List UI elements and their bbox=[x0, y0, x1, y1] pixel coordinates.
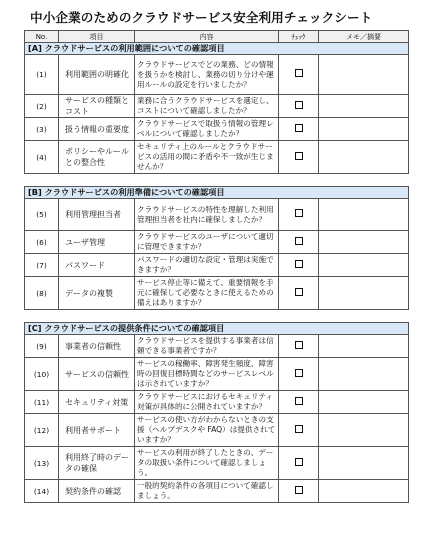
row-item: 契約条件の確認 bbox=[59, 480, 135, 503]
checkbox[interactable] bbox=[295, 101, 303, 109]
checkbox-cell[interactable] bbox=[279, 254, 319, 277]
checkbox-cell[interactable] bbox=[279, 358, 319, 391]
table-row bbox=[25, 199, 409, 231]
memo-cell[interactable] bbox=[319, 55, 409, 95]
checkbox-cell[interactable] bbox=[279, 55, 319, 95]
checkbox[interactable] bbox=[295, 237, 303, 245]
checkbox-cell[interactable] bbox=[279, 391, 319, 414]
table-row bbox=[25, 414, 409, 447]
memo-cell[interactable] bbox=[319, 254, 409, 277]
row-item: データの複製 bbox=[59, 277, 135, 310]
checkbox-cell[interactable] bbox=[279, 277, 319, 310]
row-no: (11) bbox=[25, 391, 59, 414]
row-content: サービスの利用が終了したときの、データの取扱い条件について確認しましょう。 bbox=[135, 447, 279, 480]
row-item: 利用者サポート bbox=[59, 414, 135, 447]
memo-cell[interactable] bbox=[319, 358, 409, 391]
checkbox[interactable] bbox=[295, 124, 303, 132]
row-content: クラウドサービスでどの業務、どの情報を扱うかを検討し、業務の切り分けや運用ルールの設定を行いましたか？ bbox=[135, 55, 279, 95]
row-item: サービスの種類とコスト bbox=[59, 95, 135, 118]
checkbox-cell[interactable] bbox=[279, 447, 319, 480]
row-item: サービスの信頼性 bbox=[59, 358, 135, 391]
memo-cell[interactable] bbox=[319, 95, 409, 118]
checkbox[interactable] bbox=[295, 69, 303, 77]
row-item: 利用管理担当者 bbox=[59, 199, 135, 231]
checkbox[interactable] bbox=[295, 209, 303, 217]
row-item: パスワード bbox=[59, 254, 135, 277]
memo-cell[interactable] bbox=[319, 480, 409, 503]
row-no: (12) bbox=[25, 414, 59, 447]
checkbox-cell[interactable] bbox=[279, 335, 319, 358]
section-heading-c: [C] クラウドサービスの提供条件についての確認項目 bbox=[25, 323, 409, 335]
memo-cell[interactable] bbox=[319, 335, 409, 358]
row-no: (2) bbox=[25, 95, 59, 118]
checkbox[interactable] bbox=[295, 260, 303, 268]
memo-cell[interactable] bbox=[319, 199, 409, 231]
table-row bbox=[25, 254, 409, 277]
checkbox-cell[interactable] bbox=[279, 199, 319, 231]
row-content: 業務に合うクラウドサービスを選定し、コストについて確認しましたか？ bbox=[135, 95, 279, 118]
row-no: (13) bbox=[25, 447, 59, 480]
row-item: 事業者の信頼性 bbox=[59, 335, 135, 358]
checkbox-cell[interactable] bbox=[279, 480, 319, 503]
section-c-table bbox=[24, 322, 409, 503]
column-header-row bbox=[25, 31, 409, 43]
checkbox[interactable] bbox=[295, 486, 303, 494]
memo-cell[interactable] bbox=[319, 391, 409, 414]
row-no: (6) bbox=[25, 231, 59, 254]
table-row bbox=[25, 141, 409, 174]
table-row bbox=[25, 55, 409, 95]
checkbox[interactable] bbox=[295, 458, 303, 466]
checkbox[interactable] bbox=[295, 425, 303, 433]
checkbox-cell[interactable] bbox=[279, 141, 319, 174]
row-content: サービス停止等に備えて、重要情報を手元に確保して必要なときに使えるための備えはありますか？ bbox=[135, 277, 279, 310]
row-no: (1) bbox=[25, 55, 59, 95]
row-content: 一般的契約条件の各項目について確認しましょう。 bbox=[135, 480, 279, 503]
checkbox-cell[interactable] bbox=[279, 231, 319, 254]
col-item: 項目 bbox=[59, 31, 135, 43]
table-row bbox=[25, 335, 409, 358]
table-row bbox=[25, 277, 409, 310]
memo-cell[interactable] bbox=[319, 231, 409, 254]
row-content: クラウドサービスにおけるセキュリティ対策が具体的に公開されていますか？ bbox=[135, 391, 279, 414]
row-no: (14) bbox=[25, 480, 59, 503]
row-no: (8) bbox=[25, 277, 59, 310]
col-check: ﾁｪｯｸ bbox=[279, 31, 319, 43]
row-no: (7) bbox=[25, 254, 59, 277]
row-content: クラウドサービスで取扱う情報の管理レベルについて確認しましたか？ bbox=[135, 118, 279, 141]
row-item: ユーザ管理 bbox=[59, 231, 135, 254]
memo-cell[interactable] bbox=[319, 277, 409, 310]
checkbox-cell[interactable] bbox=[279, 118, 319, 141]
row-no: (4) bbox=[25, 141, 59, 174]
row-item: 利用範囲の明確化 bbox=[59, 55, 135, 95]
row-no: (5) bbox=[25, 199, 59, 231]
row-content: サービスの使い方がわからないときの支援（ヘルプデスクや FAQ）は提供されていますか？ bbox=[135, 414, 279, 447]
section-b-table bbox=[24, 186, 409, 310]
section-a-table bbox=[24, 30, 409, 174]
row-no: (10) bbox=[25, 358, 59, 391]
memo-cell[interactable] bbox=[319, 118, 409, 141]
row-content: パスワードの適切な設定・管理は実施できますか？ bbox=[135, 254, 279, 277]
page-title: 中小企業のためのクラウドサービス安全利用チェックシート bbox=[30, 10, 373, 25]
table-row bbox=[25, 480, 409, 503]
checkbox[interactable] bbox=[295, 369, 303, 377]
row-item: 扱う情報の重要度 bbox=[59, 118, 135, 141]
col-no: No. bbox=[25, 31, 59, 43]
row-content: クラウドサービスのユーザについて適切に管理できますか？ bbox=[135, 231, 279, 254]
checkbox[interactable] bbox=[295, 152, 303, 160]
table-row bbox=[25, 95, 409, 118]
checkbox[interactable] bbox=[295, 397, 303, 405]
row-item: 利用終了時のデータの確保 bbox=[59, 447, 135, 480]
table-row bbox=[25, 358, 409, 391]
checkbox[interactable] bbox=[295, 288, 303, 296]
row-content: クラウドサービスを提供する事業者は信頼できる事業者ですか？ bbox=[135, 335, 279, 358]
checkbox[interactable] bbox=[295, 341, 303, 349]
memo-cell[interactable] bbox=[319, 141, 409, 174]
col-memo: メモ／摘要 bbox=[319, 31, 409, 43]
row-no: (9) bbox=[25, 335, 59, 358]
row-content: サービスの稼働率、障害発生頻度、障害時の回復目標時間などのサービスレベルは示されていますか？ bbox=[135, 358, 279, 391]
row-content: クラウドサービスの特性を理解した利用管理担当者を社内に確保しましたか？ bbox=[135, 199, 279, 231]
col-content: 内容 bbox=[135, 31, 279, 43]
table-row bbox=[25, 231, 409, 254]
memo-cell[interactable] bbox=[319, 447, 409, 480]
row-item: セキュリティ対策 bbox=[59, 391, 135, 414]
checklist-sheet bbox=[24, 30, 408, 503]
row-item: ポリシーやルールとの整合性 bbox=[59, 141, 135, 174]
table-row bbox=[25, 391, 409, 414]
row-content: セキュリティ上のルールとクラウドサービスの活用の間に矛盾や不一致が生じませんか？ bbox=[135, 141, 279, 174]
section-heading-a: [A] クラウドサービスの利用範囲についての確認項目 bbox=[25, 43, 409, 55]
row-no: (3) bbox=[25, 118, 59, 141]
section-heading-b: [B] クラウドサービスの利用準備についての確認項目 bbox=[25, 187, 409, 199]
table-row bbox=[25, 447, 409, 480]
checkbox-cell[interactable] bbox=[279, 95, 319, 118]
table-row bbox=[25, 118, 409, 141]
memo-cell[interactable] bbox=[319, 414, 409, 447]
checkbox-cell[interactable] bbox=[279, 414, 319, 447]
